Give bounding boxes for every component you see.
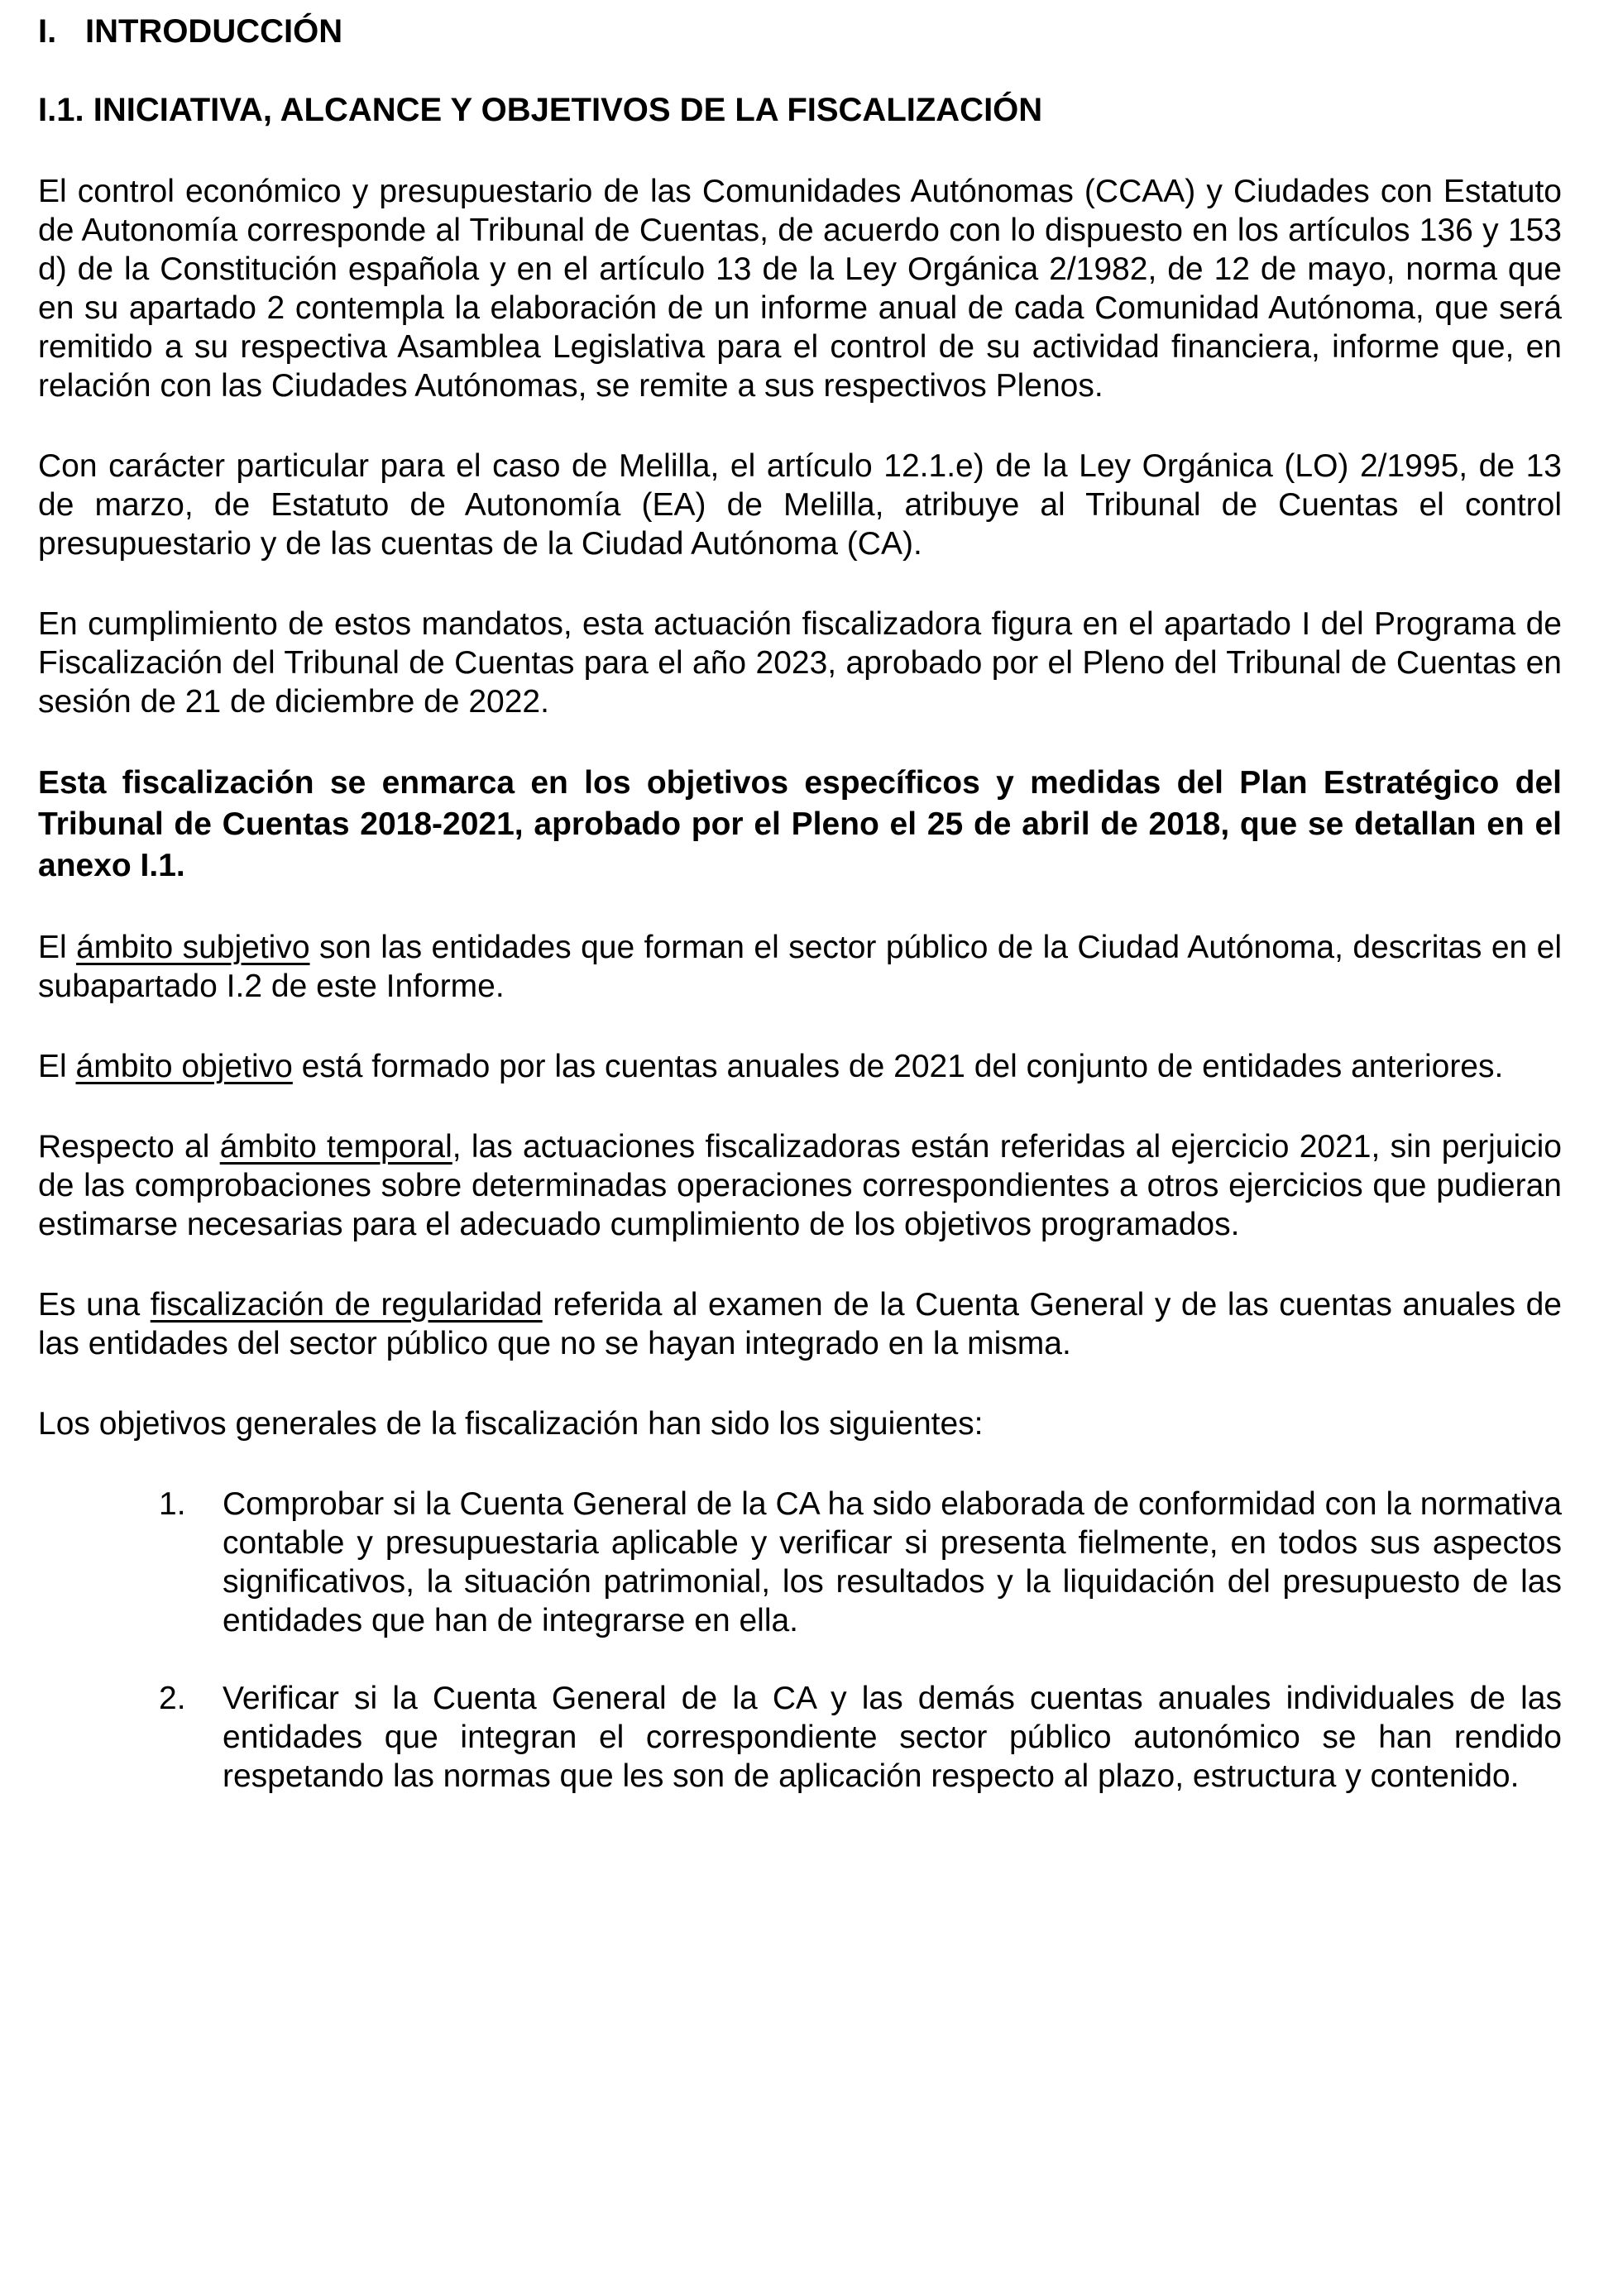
para-ambito-subjetivo xyxy=(38,928,1562,1006)
text-run: está formado por las cuentas anuales de 2021 del conjunto de entidades anteriores. xyxy=(292,1049,1504,1084)
section-number: I. xyxy=(38,13,57,50)
para-control-economico xyxy=(38,172,1562,405)
underlined-term-ambito-objetivo: ámbito objetivo xyxy=(75,1049,293,1084)
objective-item-2 xyxy=(159,1679,1562,1796)
para-programa-fiscalizacion xyxy=(38,605,1562,721)
text-run: Esta fiscalización se enmarca en los objetivos específicos y medidas del Plan Estratégico del Tribunal de Cuentas 2018-2021, aprobado por el Pleno el 25 de abril de 2018, que se detallan en el anexo I.1. xyxy=(38,765,1562,883)
para-ambito-objetivo xyxy=(38,1047,1562,1086)
text-run: El xyxy=(38,1049,76,1084)
text-run: Es una xyxy=(38,1287,151,1323)
objectives-list xyxy=(38,1485,1562,1796)
list-item-text: Verificar si la Cuenta General de la CA y las demás cuentas anuales individuales de las entidades que integran el correspondiente sector público autonómico se han rendido respetando las normas que les son de aplicación respecto al plazo, estructura y contenido. xyxy=(223,1681,1562,1794)
text-run: referida al examen de la Cuenta General y de las cuentas anuales de las entidades del sector público que no se hayan integrado en la misma. xyxy=(38,1287,1563,1361)
para-objetivos-intro xyxy=(38,1404,1562,1443)
text-run: , las actuaciones fiscalizadoras están referidas al ejercicio 2021, sin perjuicio de las comprobaciones sobre determinadas operaciones correspondientes a otros ejercicios que pudieran estimarse necesarias para el adecuado cumplimiento de los objetivos programados. xyxy=(38,1129,1563,1242)
underlined-term-fiscalizacion-regularidad: fiscalización de regularidad xyxy=(150,1287,543,1323)
list-item-number: 2. xyxy=(159,1681,186,1716)
section-title: INTRODUCCIÓN xyxy=(85,13,343,50)
para-ambito-temporal xyxy=(38,1127,1562,1244)
text-run: En cumplimiento de estos mandatos, esta actuación fiscalizadora figura en el apartado I del Programa de Fiscalización del Tribunal de Cuentas para el año 2023, aprobado por el Pleno del Tribunal de Cuentas en sesión de 21 de diciembre de 2022. xyxy=(38,606,1562,720)
text-run: El control económico y presupuestario de las Comunidades Autónomas (CCAA) y Ciudades con Estatuto de Autonomía corresponde al Tribunal de Cuentas, de acuerdo con lo dispuesto en los artículos 136 y 153 d) de la Constitución española y en el artículo 13 de la Ley Orgánica 2/1982, de 12 de mayo, norma que en su apartado 2 contempla la elaboración de un informe anual de cada Comunidad Autónoma, que será remitido a su respectiva Asamblea Legislativa para el control de su actividad financiera, informe que, en relación con las Ciudades Autónomas, se remite a sus respectivos Plenos. xyxy=(38,174,1562,404)
text-run: son las entidades que forman el sector público de la Ciudad Autónoma, descritas en el subapartado I.2 de este Informe. xyxy=(38,930,1562,1004)
list-item-number: 1. xyxy=(159,1486,186,1522)
objective-item-1 xyxy=(159,1485,1562,1640)
text-run: Con carácter particular para el caso de Melilla, el artículo 12.1.e) de la Ley Orgánica (LO) 2/1995, de 13 de marzo, de Estatuto de Autonomía (EA) de Melilla, atribuye al Tribunal de Cuentas el control presupuestario y de las cuentas de la Ciudad Autónoma (CA). xyxy=(38,448,1562,562)
section-heading xyxy=(38,12,1562,51)
text-run: El xyxy=(38,930,77,965)
para-fiscalizacion-regularidad xyxy=(38,1285,1562,1363)
text-run: Respecto al xyxy=(38,1129,220,1165)
underlined-term-ambito-subjetivo: ámbito subjetivo xyxy=(76,930,310,965)
underlined-term-ambito-temporal: ámbito temporal xyxy=(219,1129,452,1165)
text-run: Los objetivos generales de la fiscalización han sido los siguientes: xyxy=(38,1406,984,1442)
subsection-heading: I.1. INICIATIVA, ALCANCE Y OBJETIVOS DE LA FISCALIZACIÓN xyxy=(38,92,1043,128)
list-item-text: Comprobar si la Cuenta General de la CA ha sido elaborada de conformidad con la normativa contable y presupuestaria aplicable y verificar si presenta fielmente, en todos sus aspectos significativos, la situación patrimonial, los resultados y la liquidación del presupuesto de las entidades que han de integrarse en ella. xyxy=(223,1486,1562,1638)
para-melilla-estatuto xyxy=(38,447,1562,563)
para-plan-estrategico xyxy=(38,763,1562,887)
